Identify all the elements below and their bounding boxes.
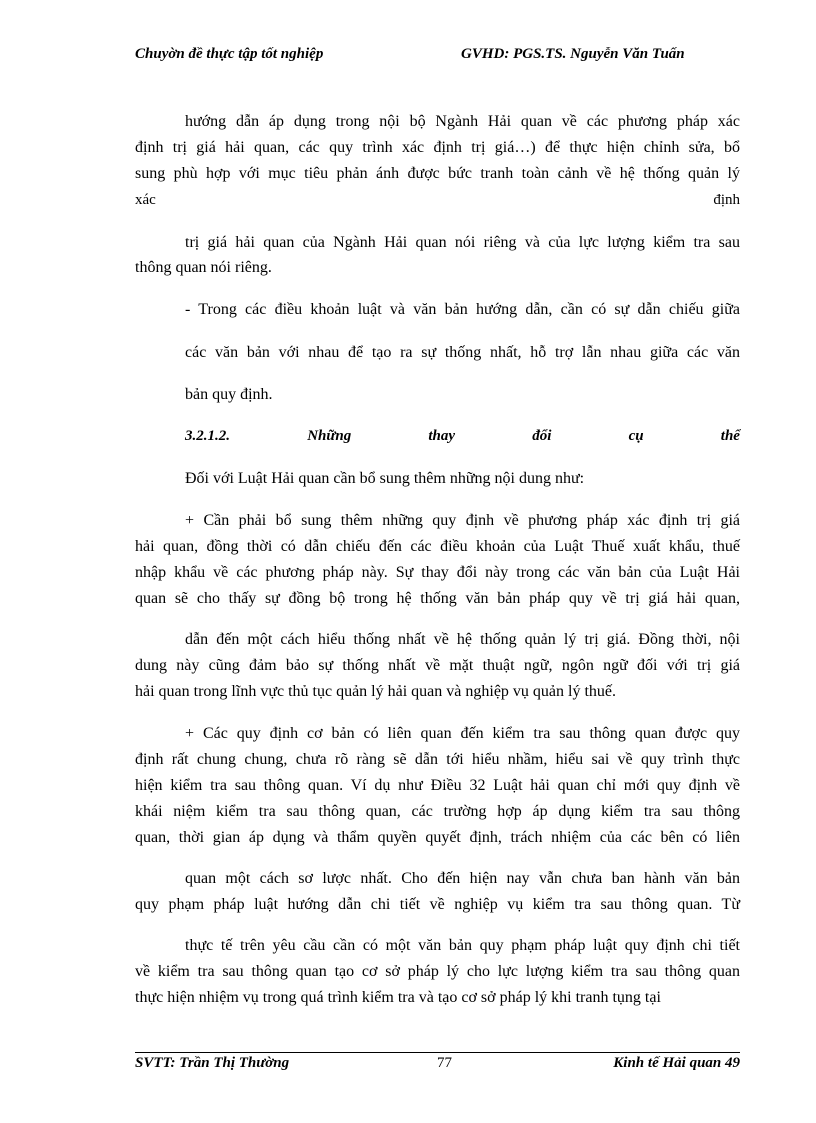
section-heading (185, 426, 740, 448)
text-line: hải quan trong lĩnh vực thủ tục quản lý hải quan và nghiệp vụ quản lý thuế. (135, 683, 617, 700)
text-line: + Các quy định cơ bản có liên quan đến kiểm tra sau thông quan được quy (185, 725, 740, 742)
text-line: hướng dẫn áp dụng trong nội bộ Ngành Hải quan về các phương pháp xác (185, 113, 740, 130)
split-left: xác (135, 192, 156, 208)
heading-word: cụ (628, 428, 644, 444)
header-title: Chuyờn đề thực tập tốt nghiệp (135, 46, 324, 62)
heading-word: thể (720, 428, 740, 444)
text-line: trị giá hải quan của Ngành Hải quan nói riêng và của lực lượng kiểm tra sau (185, 234, 740, 251)
text-line: - Trong các điều khoản luật và văn bản hướng dẫn, cần có sự dẫn chiếu giữa (185, 301, 740, 318)
heading-number: 3.2.1.2. (185, 428, 230, 444)
text-line: quan một cách sơ lược nhất. Cho đến hiện nay vẫn chưa ban hành văn bản (185, 870, 740, 887)
text-line: định rất chung chung, chưa rõ ràng sẽ dẫn tới hiểu nhầm, hiểu sai về quy trình thực (135, 751, 740, 768)
text-line: quan sẽ cho thấy sự đồng bộ trong hệ thống văn bản pháp quy về trị giá hải quan, (135, 590, 740, 607)
header-advisor: GVHD: PGS.TS. Nguyễn Văn Tuấn (461, 46, 685, 62)
heading-word: thay (428, 428, 456, 444)
footer-student: SVTT: Trần Thị Thường (135, 1055, 290, 1071)
text-line: thực hiện nhiệm vụ trong quá trình kiểm tra và tạo cơ sở pháp lý khi tranh tụng tại (135, 989, 661, 1006)
split-right: định (713, 192, 740, 208)
text-line: định trị giá hải quan, các quy trình xác định trị giá…) để thực hiện chỉnh sửa, bổ (135, 139, 740, 156)
heading-word: Những (307, 428, 352, 444)
text-line: + Cần phải bổ sung thêm những quy định về phương pháp xác định trị giá (185, 512, 740, 529)
page-footer (135, 1055, 740, 1079)
text-line: sung phù hợp với mục tiêu phản ánh được bức tranh toàn cảnh về hệ thống quản lý (135, 165, 740, 182)
text-line: hải quan, đồng thời có dẫn chiếu đến các điều khoản của Luật Thuế xuất khẩu, thuế (135, 538, 740, 555)
text-line: thực tế trên yêu cầu cần có một văn bản quy phạm pháp luật quy định chi tiết (185, 937, 740, 954)
footer-class: Kinh tế Hải quan 49 (613, 1055, 740, 1071)
page-number: 77 (437, 1055, 452, 1071)
text-line: quy phạm pháp luật hướng dẫn chi tiết về nghiệp vụ kiểm tra sau thông quan. Từ (135, 896, 740, 913)
text-line: các văn bản với nhau để tạo ra sự thống nhất, hỗ trợ lẫn nhau giữa các văn (185, 344, 740, 361)
text-line: quan, thời gian áp dụng và thẩm quyền quyết định, trách nhiệm của các bên có liên (135, 829, 740, 846)
text-line: thông quan nói riêng. (135, 259, 272, 276)
page-header (135, 46, 740, 76)
text-line: bản quy định. (185, 386, 273, 403)
heading-word: đổi (532, 428, 552, 444)
text-line: nhập khẩu về các phương pháp này. Sự thay đổi này trong các văn bản của Luật Hải (135, 564, 740, 581)
text-line: dung này cũng đảm bảo sự thống nhất về mặt thuật ngữ, ngôn ngữ đối với trị giá (135, 657, 740, 674)
text-line: hiện kiểm tra sau thông quan. Ví dụ như Điều 32 Luật hải quan chỉ mới quy định về (135, 777, 740, 794)
footer-divider (135, 1052, 740, 1053)
text-line: về kiểm tra sau thông quan tạo cơ sở pháp lý cho lực lượng kiểm tra sau thông quan (135, 963, 740, 980)
text-line: khái niệm kiểm tra sau thông quan, các trường hợp áp dụng kiểm tra sau thông (135, 803, 740, 820)
text-line: dẫn đến một cách hiểu thống nhất về hệ thống quản lý trị giá. Đồng thời, nội (185, 631, 740, 648)
text-line: Đối với Luật Hải quan cần bổ sung thêm những nội dung như: (185, 470, 585, 487)
